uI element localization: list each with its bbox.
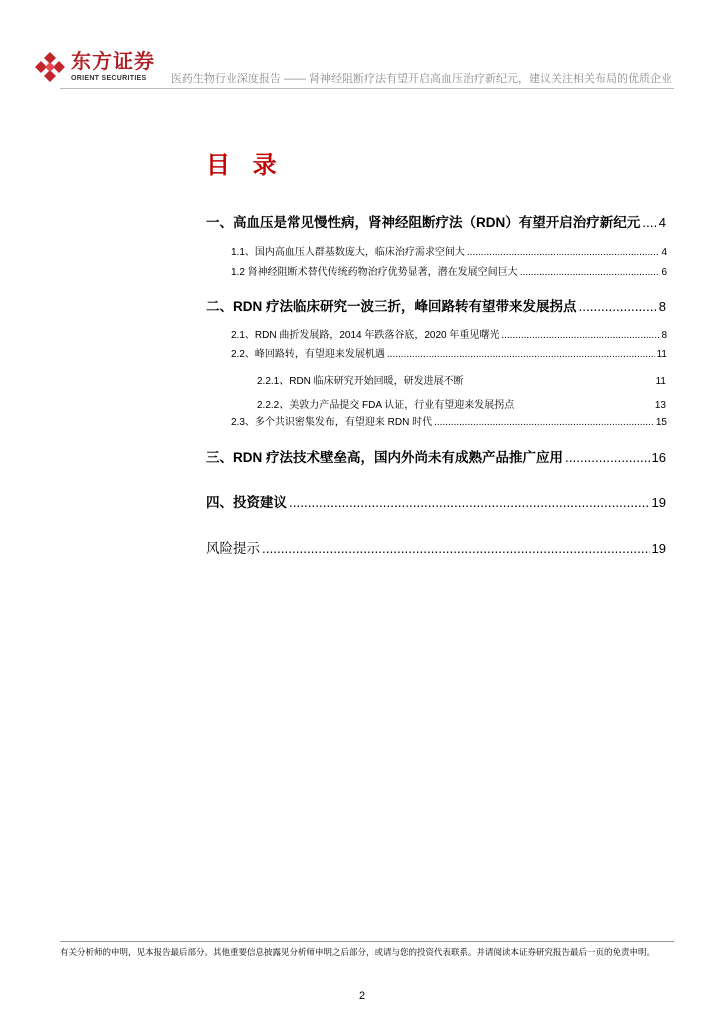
report-header-title: 医药生物行业深度报告 —— 肾神经阻断疗法有望开启高血压治疗新纪元，建议关注相关布局的优质企业 — [170, 73, 672, 85]
toc-entry-page: 13 — [654, 400, 666, 411]
toc-entry-page: 19 — [651, 495, 666, 510]
toc-leader-dots — [501, 330, 659, 341]
toc-entry-label: 四、投资建议 — [206, 495, 287, 510]
toc-leader-dots — [579, 299, 657, 314]
toc-entry-label: 二、RDN 疗法临床研究一波三折，峰回路转有望带来发展拐点 — [206, 299, 577, 314]
toc-leader-dots — [387, 349, 655, 360]
toc-entry-section-1[interactable] — [206, 211, 666, 231]
toc-entry-page: 8 — [661, 330, 667, 341]
toc-leader-dots — [642, 215, 657, 230]
toc-entry-page: 8 — [658, 299, 666, 314]
toc-entry-section-2-2[interactable] — [231, 345, 667, 360]
logo-chinese-name: 东方证券 — [71, 51, 155, 73]
toc-entry-label: 2.2.1、RDN 临床研究开始回暖，研发进展不断 — [257, 376, 464, 387]
toc-entry-risk[interactable] — [206, 537, 666, 557]
toc-entry-section-2-1[interactable] — [231, 326, 667, 341]
toc-entry-page: 15 — [655, 417, 667, 428]
logo-english-name: ORIENT SECURITIES — [71, 75, 147, 82]
toc-entry-label: 2.1、RDN 曲折发展路，2014 年跌落谷底，2020 年重见曙光 — [231, 330, 500, 341]
footer-disclaimer: 有关分析师的申明，见本报告最后部分。其他重要信息披露见分析师申明之后部分，或请与您的投资代表联系。并请阅读本证券研究报告最后一页的免责申明。 — [60, 947, 656, 957]
toc-entry-section-2-2-2[interactable] — [257, 396, 666, 411]
toc-entry-label: 三、RDN 疗法技术壁垒高，国内外尚未有成熟产品推广应用 — [206, 450, 563, 465]
toc-entry-label: 2.2、峰回路转，有望迎来发展机遇 — [231, 349, 385, 360]
toc-entry-section-2[interactable] — [206, 295, 666, 315]
toc-leader-dots — [467, 247, 660, 258]
toc-title: 目 录 — [206, 152, 285, 179]
page-number: 2 — [358, 990, 366, 1002]
toc-leader-dots — [262, 541, 650, 556]
toc-entry-section-4[interactable] — [206, 491, 666, 511]
toc-leader-dots — [520, 267, 660, 278]
toc-entry-label: 2.2.2、美敦力产品提交 FDA 认证，行业有望迎来发展拐点 — [257, 400, 515, 411]
toc-leader-dots — [565, 450, 650, 465]
header-divider — [60, 88, 674, 89]
toc-entry-page: 11 — [655, 376, 666, 387]
toc-entry-section-1-1[interactable] — [231, 243, 667, 258]
toc-entry-page: 4 — [658, 215, 666, 230]
toc-entry-page: 4 — [661, 247, 667, 258]
company-logo — [33, 50, 155, 84]
toc-entry-section-2-2-1[interactable] — [257, 372, 666, 387]
toc-entry-page: 11 — [656, 349, 667, 360]
toc-entry-section-1-2[interactable] — [231, 263, 667, 278]
toc-leader-dots — [434, 417, 654, 428]
toc-entry-section-3[interactable] — [206, 446, 666, 466]
toc-leader-dots — [289, 495, 650, 510]
toc-entry-label: 1.2 肾神经阻断术替代传统药物治疗优势显著，潜在发展空间巨大 — [231, 267, 518, 278]
toc-entry-label: 2.3、多个共识密集发布，有望迎来 RDN 时代 — [231, 417, 433, 428]
toc-entry-label: 风险提示 — [206, 541, 260, 556]
toc-entry-page: 6 — [661, 267, 667, 278]
toc-entry-section-2-3[interactable] — [231, 413, 667, 428]
orient-logo-icon — [33, 50, 67, 84]
toc-entry-label: 1.1、国内高血压人群基数庞大，临床治疗需求空间大 — [231, 247, 465, 258]
toc-entry-page: 16 — [651, 450, 666, 465]
toc-entry-page: 19 — [651, 541, 666, 556]
footer-divider — [60, 941, 674, 942]
toc-entry-label: 一、高血压是常见慢性病，肾神经阻断疗法（RDN）有望开启治疗新纪元 — [206, 215, 641, 230]
